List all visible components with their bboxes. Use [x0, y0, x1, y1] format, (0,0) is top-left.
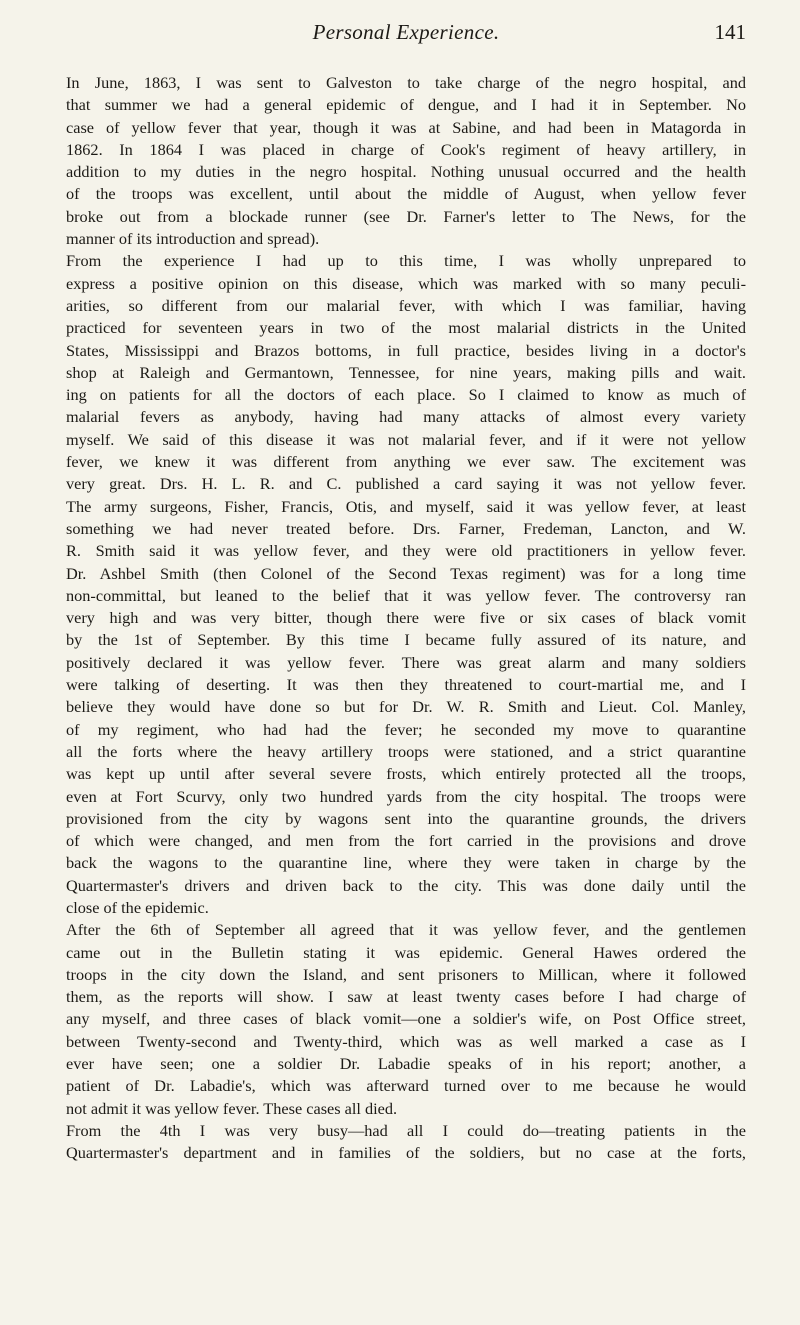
text-line: troops in the city down the Island, and sent prisoners to Millican, where it followed: [66, 964, 746, 984]
text-line: very high and was very bitter, though there were five or six cases of black vomit: [66, 608, 746, 628]
text-line: all the forts where the heavy artillery troops were stationed, and a strict quarantine: [66, 741, 746, 761]
text-line: very great. Drs. H. L. R. and C. published a card saying it was not yellow fever.: [66, 474, 746, 494]
text-line: R. Smith said it was yellow fever, and they were old practitioners in yellow fever.: [66, 541, 746, 561]
page-number: 141: [714, 20, 746, 44]
text-line: even at Fort Scurvy, only two hundred yards from the city hospital. The troops were: [66, 786, 746, 806]
text-line: Quartermaster's drivers and driven back to the city. This was done daily until the: [66, 875, 746, 895]
text-line: by the 1st of September. By this time I became fully assured of its nature, and: [66, 630, 746, 650]
text-line: were talking of deserting. It was then they threatened to court-martial me, and I: [66, 675, 746, 695]
text-line: provisioned from the city by wagons sent into the quarantine grounds, the drivers: [66, 808, 746, 828]
text-line: shop at Raleigh and Germantown, Tennessee, for nine years, making pills and wait.: [66, 362, 746, 382]
text-line: express a positive opinion on this disease, which was marked with so many peculi-: [66, 273, 746, 293]
text-line: fever, we knew it was different from anything we ever saw. The excitement was: [66, 452, 746, 472]
text-line: patient of Dr. Labadie's, which was afterward turned over to me because he would: [66, 1076, 746, 1096]
text-line: States, Mississippi and Brazos bottoms, in full practice, besides living in a doctor's: [66, 340, 746, 360]
text-line: between Twenty-second and Twenty-third, which was as well marked a case as I: [66, 1031, 746, 1051]
text-line: not admit it was yellow fever. These cases all died.: [66, 1098, 398, 1118]
text-line: of my regiment, who had had the fever; he seconded my move to quarantine: [66, 719, 746, 739]
text-line: arities, so different from our malarial fever, with which I was familiar, having: [66, 295, 746, 315]
text-line: of the troops was excellent, until about the middle of August, when yellow fever: [66, 184, 746, 204]
text-line: that summer we had a general epidemic of dengue, and I had it in September. No: [66, 95, 746, 115]
text-line: broke out from a blockade runner (see Dr. Farner's letter to The News, for the: [66, 206, 746, 226]
page-header: [66, 20, 746, 50]
body-text: [66, 72, 746, 1165]
text-line: 1862. In 1864 I was placed in charge of Cook's regiment of heavy artillery, in: [66, 139, 746, 159]
text-line: close of the epidemic.: [66, 897, 209, 917]
text-line: ever have seen; one a soldier Dr. Labadie speaks of in his report; another, a: [66, 1054, 746, 1074]
text-line: In June, 1863, I was sent to Galveston to take charge of the negro hospital, and: [66, 73, 746, 92]
text-line: of which were changed, and men from the fort carried in the provisions and drove: [66, 831, 746, 851]
text-line: ing on patients for all the doctors of each place. So I claimed to know as much of: [66, 385, 746, 405]
text-line: After the 6th of September all agreed that it was yellow fever, and the gentlemen: [66, 920, 746, 940]
text-line: positively declared it was yellow fever. There was great alarm and many soldiers: [66, 652, 746, 672]
text-line: back the wagons to the quarantine line, where they were taken in charge by the: [66, 853, 746, 873]
text-line: them, as the reports will show. I saw at least twenty cases before I had charge of: [66, 987, 746, 1007]
text-line: addition to my duties in the negro hospital. Nothing unusual occurred and the health: [66, 162, 746, 182]
text-line: believe they would have done so but for Dr. W. R. Smith and Lieut. Col. Manley,: [66, 697, 746, 717]
text-line: something we had never treated before. Drs. Farner, Fredeman, Lancton, and W.: [66, 518, 746, 538]
running-title: Personal Experience.: [312, 20, 500, 44]
text-line: was kept up until after several severe frosts, which entirely protected all the troops,: [66, 764, 746, 784]
text-line: non-committal, but leaned to the belief that it was yellow fever. The controversy ran: [66, 585, 746, 605]
text-line: malarial fevers as anybody, having had many attacks of almost every variety: [66, 407, 746, 427]
text-line: came out in the Bulletin stating it was epidemic. General Hawes ordered the: [66, 942, 746, 962]
text-line: manner of its introduction and spread).: [66, 229, 320, 249]
text-line: myself. We said of this disease it was not malarial fever, and if it were not yellow: [66, 429, 746, 449]
text-line: case of yellow fever that year, though it was at Sabine, and had been in Matagorda in: [66, 117, 746, 137]
text-line: Dr. Ashbel Smith (then Colonel of the Second Texas regiment) was for a long time: [66, 563, 746, 583]
text-line: The army surgeons, Fisher, Francis, Otis, and myself, said it was yellow fever, at least: [66, 496, 746, 516]
text-line: practiced for seventeen years in two of the most malarial districts in the United: [66, 318, 746, 338]
text-line: Quartermaster's department and in families of the soldiers, but no case at the forts,: [66, 1143, 746, 1163]
text-line: From the 4th I was very busy—had all I could do—treating patients in the: [66, 1120, 746, 1140]
text-line: any myself, and three cases of black vomit—one a soldier's wife, on Post Office street,: [66, 1009, 746, 1029]
text-line: From the experience I had up to this time, I was wholly unprepared to: [66, 251, 746, 271]
